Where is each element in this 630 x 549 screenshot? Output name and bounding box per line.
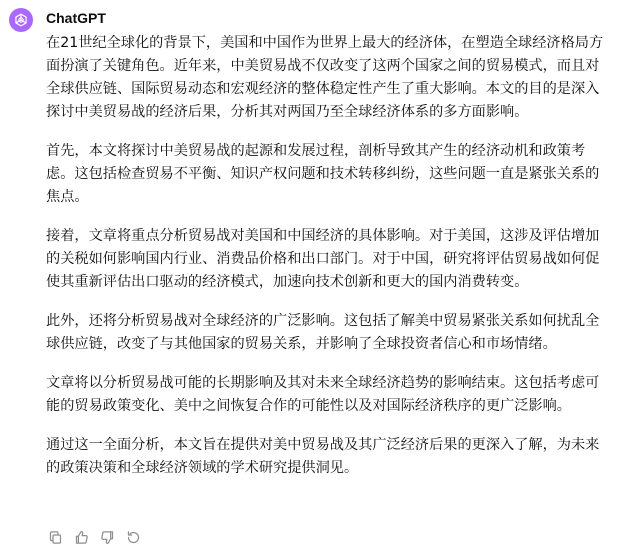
message-actions — [46, 528, 142, 546]
message-paragraph: 首先，本文将探讨中美贸易战的起源和发展过程，剖析导致其产生的经济动机和政策考虑。这包括检查贸易不平衡、知识产权问题和技术转移纠纷，这些问题一直是紧张关系的焦点。 — [46, 143, 600, 205]
message-paragraph: 此外，还将分析贸易战对全球经济的广泛影响。这包括了解美中贸易紧张关系如何扰乱全球供应链，改变了与其他国家的贸易关系，并影响了全球投资者信心和市场情绪。 — [46, 313, 600, 352]
message-author: ChatGPT — [46, 10, 106, 26]
thumbs-down-button[interactable] — [98, 528, 116, 546]
copy-button[interactable] — [46, 528, 64, 546]
openai-logo-icon — [13, 12, 29, 28]
message-paragraph: 在21世纪全球化的背景下，美国和中国作为世界上最大的经济体，在塑造全球经济格局方面扮演了关键角色。近年来，中美贸易战不仅改变了这两个国家之间的贸易模式，而且对全球供应链、国际贸易动态和宏观经济的整体稳定性产生了重大影响。本文的目的是深入探讨中美贸易战的经济后果，分析其对两国乃至全球经济体系的多方面影响。 — [46, 35, 604, 120]
message-paragraph: 接着，文章将重点分析贸易战对美国和中国经济的具体影响。对于美国，这涉及评估增加的关税如何影响国内行业、消费品价格和出口部门。对于中国，研究将评估贸易战如何促使其重新评估出口驱动的经济模式，加速向技术创新和更大的国内消费转变。 — [46, 228, 600, 290]
message-body — [46, 32, 606, 496]
message-paragraph: 文章将以分析贸易战可能的长期影响及其对未来全球经济趋势的影响结束。这包括考虑可能的贸易政策变化、美中之间恢复合作的可能性以及对国际经济秩序的更广泛影响。 — [46, 375, 600, 414]
message-paragraph: 通过这一全面分析，本文旨在提供对美中贸易战及其广泛经济后果的更深入了解，为未来的政策决策和全球经济领域的学术研究提供洞见。 — [46, 437, 600, 476]
thumbs-up-icon — [74, 530, 89, 545]
regenerate-icon — [126, 530, 141, 545]
regenerate-button[interactable] — [124, 528, 142, 546]
thumbs-down-icon — [100, 530, 115, 545]
avatar — [9, 8, 33, 32]
copy-icon — [48, 530, 63, 545]
thumbs-up-button[interactable] — [72, 528, 90, 546]
